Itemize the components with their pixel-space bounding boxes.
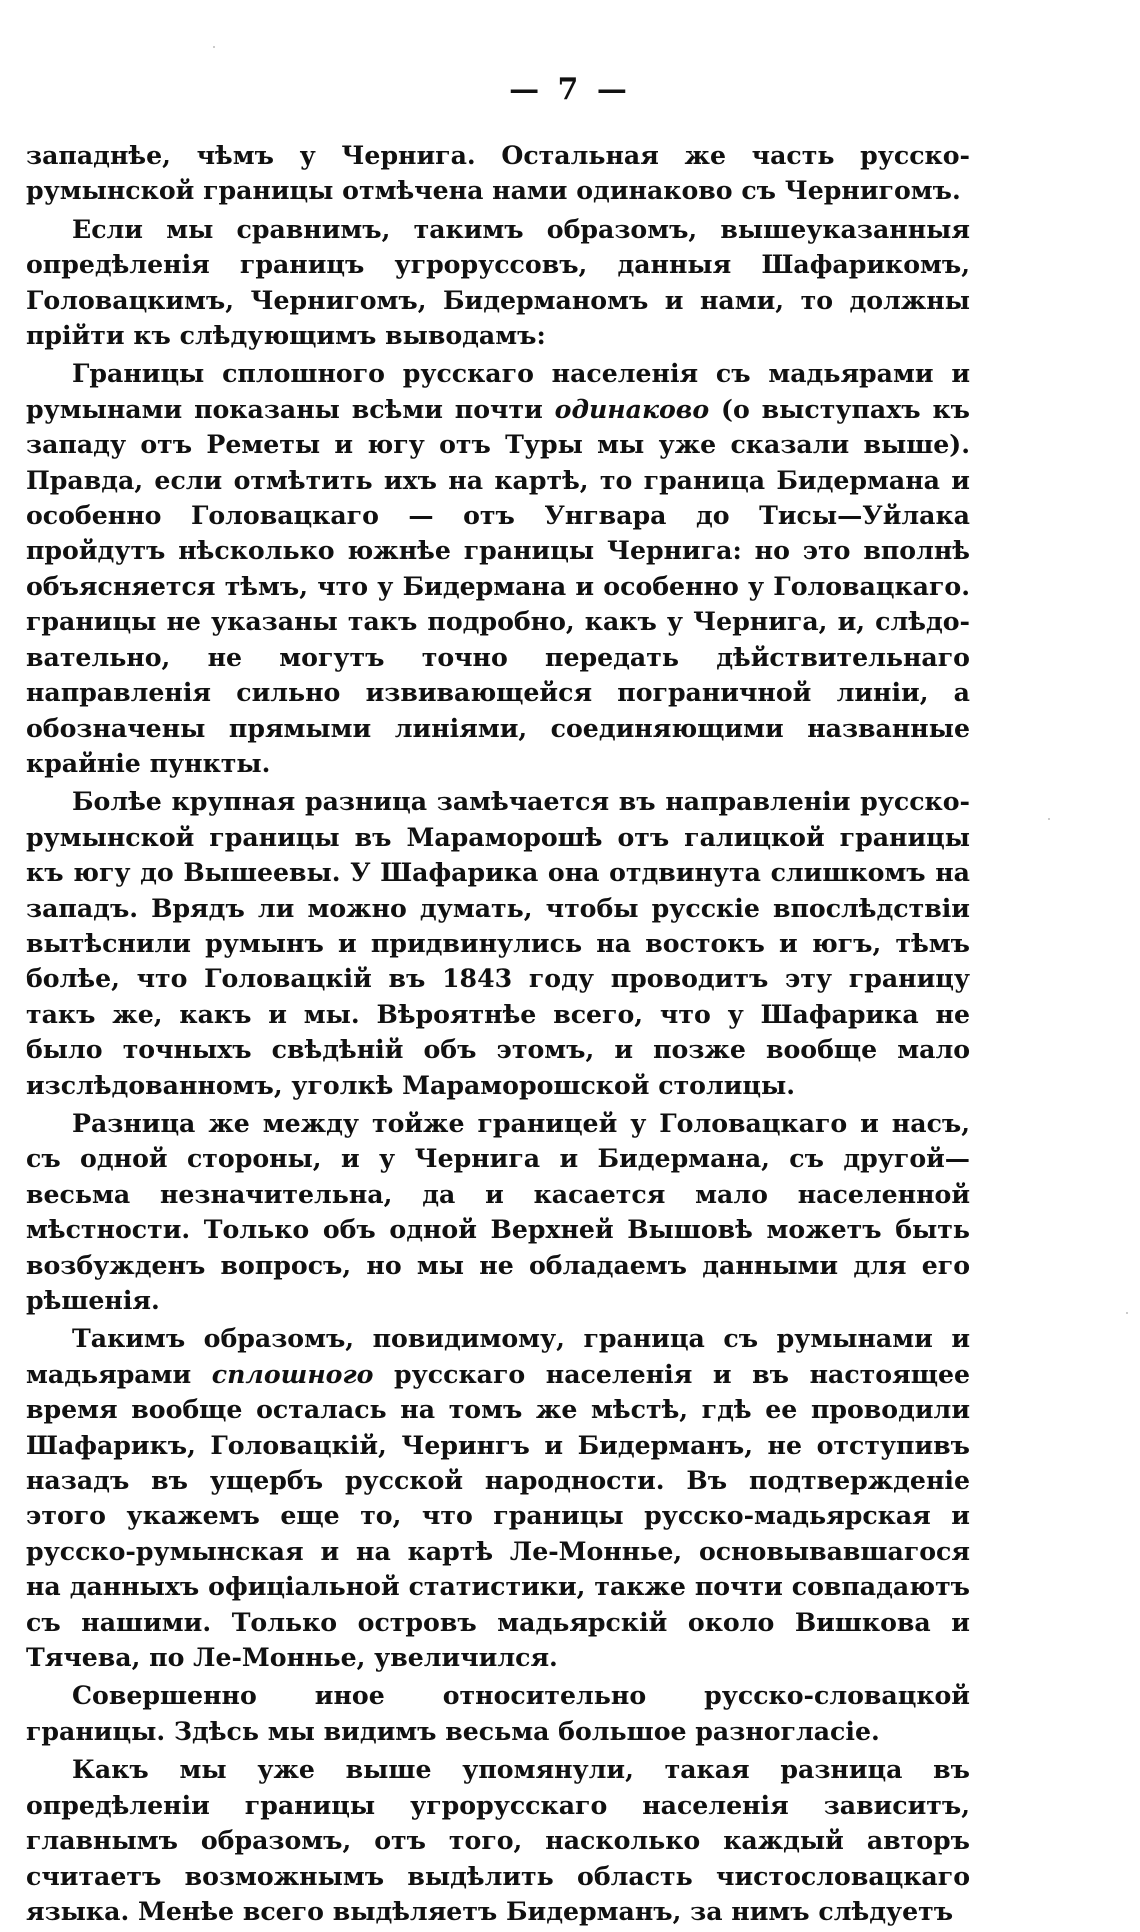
italic-emphasis: сплошного (211, 1358, 374, 1389)
paragraph-5 (26, 1106, 970, 1318)
paragraph-text: Разница же между тойже границей у Головацкаго и насъ, съ одной стороны, и у Чернига и Бидермана, съ другой—весьма незначительна, да и касается мало населенной мѣстности. Только объ одной Верхней Вышовѣ можетъ быть возбужденъ вопросъ, но мы не обладаемъ данными для его рѣшенія. (26, 1107, 970, 1315)
paragraph-text: Какъ мы уже выше упомянули, такая разница въ опредѣленіи границы угрорусскаго населенія зависитъ, главнымъ образомъ, отъ того, насколько каждый авторъ считаетъ возможнымъ выдѣлить область чистословацкаго языка. Менѣе всего выдѣляетъ Бидерманъ, за нимъ слѣдуетъ (26, 1754, 970, 1926)
scan-speck (1048, 818, 1050, 820)
paragraph-text: Болѣе крупная разница замѣчается въ направленіи русско-румынской границы въ Мараморошѣ отъ галицкой границы къ югу до Вышеевы. У Шафарика она отдвинута слишкомъ на западъ. Врядъ ли можно думать, чтобы русскіе впослѣдствіи вытѣснили румынъ и придвинулись на востокъ и югъ, тѣмъ болѣе, что Головацкій въ 1843 году проводитъ эту границу такъ же, какъ и мы. Вѣроятнѣе всего, что у Шафарика не было точныхъ свѣдѣній объ этомъ, и позже вообще мало изслѣдованномъ, уголкѣ Мараморошской столицы. (26, 786, 970, 1100)
scan-speck (1126, 1312, 1128, 1314)
scan-speck (213, 46, 215, 48)
paragraph-3 (26, 356, 970, 781)
paragraph-text: Если мы сравнимъ, такимъ образомъ, вышеуказанныя опредѣленія границъ угроруссовъ, данныя Шафарикомъ, Головацкимъ, Чернигомъ, Бидерманомъ и нами, то должны прійти къ слѣдующимъ выводамъ: (26, 213, 970, 351)
paragraph-text: западнѣе, чѣмъ у Чернига. Остальная же часть русско-румынской границы отмѣчена нами одинаково съ Чернигомъ. (26, 140, 970, 206)
paragraph-6 (26, 1321, 970, 1675)
paragraph-8 (26, 1752, 970, 1929)
paragraph-text: Границы сплошного русскаго населенія съ мадьярами и румынами показаны всѣми почти (26, 358, 970, 424)
paragraph-7 (26, 1678, 970, 1749)
italic-emphasis: одинаково (554, 393, 710, 424)
paragraph-text: (о выступахъ къ западу отъ Реметы и югу отъ Туры мы уже сказали выше). Правда, если отмѣтить ихъ на картѣ, то граница Бидермана и особенно Головацкаго — отъ Унгвара до Тисы—Уйлака пройдутъ нѣсколько южнѣе границы Чернига: но это вполнѣ объясняется тѣмъ, что у Бидермана и особенно у Головацкаго. границы не указаны такъ подробно, какъ у Чернига, и, слѣдовательно, не могутъ точно передать дѣйствительнаго направленія сильно извивающейся пограничной линіи, а обозначены прямыми линіями, соединяющими названные крайніе пункты. (26, 393, 970, 778)
body-text (26, 138, 970, 1932)
page-number: — 7 — (509, 72, 631, 107)
paragraph-4 (26, 784, 970, 1103)
paragraph-text: русскаго населенія и въ настоящее время вообще осталась на томъ же мѣстѣ, гдѣ ее проводили Шафарикъ, Головацкій, Черингъ и Бидерманъ, не отступивъ назадъ въ ущербъ русской народности. Въ подтвержденіе этого укажемъ еще то, что границы русско-мадьярская и русско-румынская и на картѣ Ле-Моннье, основывавшагося на данныхъ офиціальной статистики, также почти совпадаютъ съ нашими. Только островъ мадьярскій около Вишкова и Тячева, по Ле-Моннье, увеличился. (26, 1358, 970, 1673)
paragraph-text: Совершенно иное относительно русско-словацкой границы. Здѣсь мы видимъ весьма большое разногласіе. (26, 1680, 970, 1746)
paragraph-2 (26, 212, 970, 354)
paragraph-text: Такимъ образомъ, повидимому, граница съ румынами и мадьярами (26, 1323, 970, 1389)
paragraph-1 (26, 138, 970, 209)
